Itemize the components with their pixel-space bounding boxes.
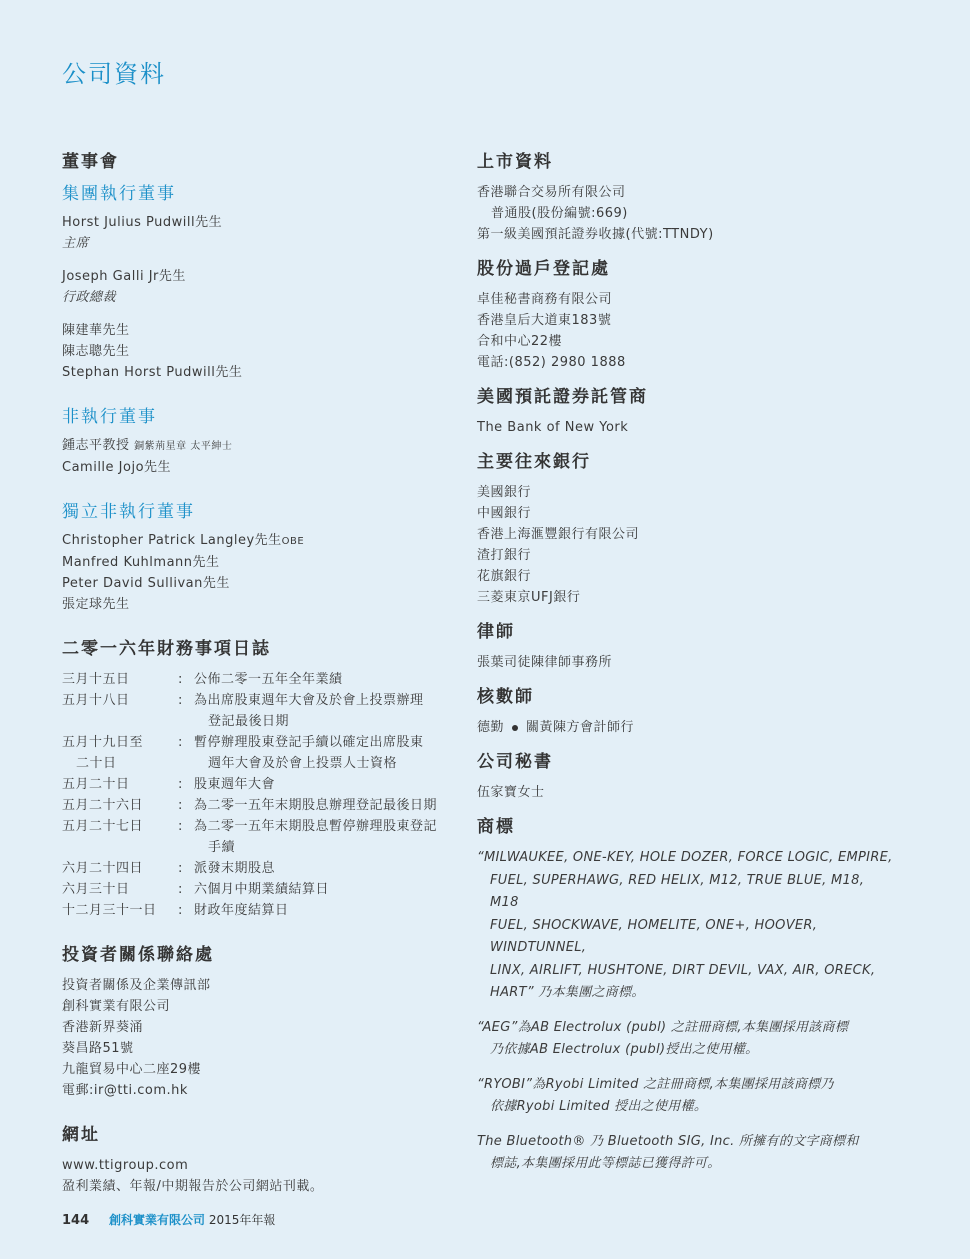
calendar-event: [194, 774, 462, 795]
calendar-event-line: 公佈二零一五年全年業績: [194, 672, 343, 687]
trademark-line: “AEG”為AB Electrolux (publ) 之註冊商標,本集團採用該商標: [477, 1019, 849, 1035]
calendar-event: [194, 858, 462, 879]
director-honours: 銅紫荊星章 太平紳士: [134, 441, 233, 452]
calendar-event: [194, 795, 462, 816]
director-name: Manfred Kuhlmann先生: [62, 555, 220, 570]
indep-directors-heading: 獨立非執行董事: [62, 502, 195, 522]
investor-line: 電郵:ir@tti.com.hk: [62, 1083, 188, 1098]
director-name: Peter David Sullivan先生: [62, 576, 230, 591]
calendar-date-line: 十二月三十一日: [62, 903, 157, 918]
director-title: 主席: [62, 236, 90, 251]
board-heading: 董事會: [62, 152, 119, 172]
investor-line: 葵昌路51號: [62, 1041, 134, 1056]
calendar-list: [62, 669, 462, 921]
calendar-date: [62, 732, 178, 774]
listing-adr: 第一級美國預託證券收據(代號:TTNDY): [477, 227, 714, 242]
investor-heading: 投資者關係聯絡處: [62, 945, 214, 965]
calendar-row: [62, 690, 462, 732]
investor-line: 創科實業有限公司: [62, 999, 171, 1014]
calendar-heading: 二零一六年財務事項日誌: [62, 639, 271, 659]
director-name: 張定球先生: [62, 597, 130, 612]
calendar-colon: :: [178, 882, 183, 897]
trademark-line: The Bluetooth® 乃 Bluetooth SIG, Inc. 所擁有的文字商標和: [477, 1133, 859, 1149]
auditors-name-b: 關黃陳方會計師行: [526, 720, 635, 735]
bank-name: 花旗銀行: [477, 569, 532, 584]
calendar-event-line: 週年大會及於會上投票人士資格: [208, 756, 398, 771]
calendar-colon: :: [178, 861, 183, 876]
website-note: 盈利業績、年報/中期報告於公司網站刊載。: [62, 1179, 324, 1194]
solicitors-heading: 律師: [477, 622, 515, 642]
calendar-date-line: 五月十八日: [62, 693, 130, 708]
banks-heading: 主要往來銀行: [477, 452, 591, 472]
calendar-date-line: 五月二十六日: [62, 798, 144, 813]
investor-line: 九龍貿易中心二座29樓: [62, 1062, 202, 1077]
calendar-date-line: 五月二十七日: [62, 819, 144, 834]
calendar-date: [62, 858, 178, 879]
calendar-row: [62, 732, 462, 774]
trademark-paragraph: [477, 847, 897, 1005]
calendar-date-line: 六月三十日: [62, 882, 130, 897]
calendar-date: [62, 879, 178, 900]
calendar-date: [62, 669, 178, 690]
director-name: Stephan Horst Pudwill先生: [62, 365, 243, 380]
registrar-line: 電話:(852) 2980 1888: [477, 355, 626, 370]
page-number: 144: [62, 1213, 90, 1228]
calendar-date: [62, 816, 178, 858]
trademark-line: 依據Ryobi Limited 授出之使用權。: [490, 1099, 708, 1114]
nonexec-directors-heading: 非執行董事: [62, 407, 157, 427]
calendar-event: [194, 816, 462, 858]
calendar-colon: :: [178, 777, 183, 792]
calendar-row: [62, 816, 462, 858]
director-title: 行政總裁: [62, 290, 117, 305]
calendar-colon: :: [178, 798, 183, 813]
calendar-event: [194, 669, 462, 690]
calendar-date: [62, 774, 178, 795]
bank-name: 中國銀行: [477, 506, 532, 521]
trademark-line: HART” 乃本集團之商標。: [490, 985, 645, 1000]
director-name-text: 鍾志平教授: [62, 438, 130, 453]
trademark-line: LINX, AIRLIFT, HUSHTONE, DIRT DEVIL, VAX, AIR, ORECK,: [490, 962, 876, 978]
calendar-event-line: 六個月中期業績結算日: [194, 882, 330, 897]
trademarks-heading: 商標: [477, 817, 515, 837]
investor-line: 投資者關係及企業傳訊部: [62, 978, 211, 993]
calendar-colon: :: [178, 819, 183, 834]
calendar-row: [62, 879, 462, 900]
depositary-name: The Bank of New York: [477, 420, 629, 435]
bank-name: 三菱東京UFJ銀行: [477, 590, 581, 605]
director-name: [62, 435, 462, 457]
director-name: Joseph Galli Jr先生: [62, 269, 186, 284]
exec-directors-heading: 集團執行董事: [62, 184, 176, 204]
listing-heading: 上市資料: [477, 152, 553, 172]
registrar-line: 合和中心22樓: [477, 334, 563, 349]
calendar-date: [62, 795, 178, 816]
calendar-date-line: 五月十九日至: [62, 735, 144, 750]
trademark-line: FUEL, SUPERHAWG, RED HELIX, M12, TRUE BLUE, M18, M18: [490, 872, 865, 910]
solicitors-name: 張葉司徒陳律師事務所: [477, 655, 613, 670]
calendar-row: [62, 900, 462, 921]
trademark-paragraph: [477, 1074, 897, 1119]
website-url[interactable]: www.ttigroup.com: [62, 1158, 189, 1173]
calendar-event-line: 派發末期股息: [194, 861, 276, 876]
trademark-line: FUEL, SHOCKWAVE, HOMELITE, ONE+, HOOVER, WINDTUNNEL,: [490, 917, 818, 955]
trademark-paragraph: [477, 1131, 897, 1176]
website-heading: 網址: [62, 1125, 100, 1145]
calendar-date-line: 六月二十四日: [62, 861, 144, 876]
bank-name: 渣打銀行: [477, 548, 532, 563]
calendar-date-line: 二十日: [76, 756, 117, 771]
calendar-event-line: 財政年度結算日: [194, 903, 289, 918]
calendar-date: [62, 900, 178, 921]
director-name: [62, 530, 462, 552]
trademark-line: “MILWAUKEE, ONE-KEY, HOLE DOZER, FORCE LOGIC, EMPIRE,: [477, 850, 893, 865]
calendar-date-line: 三月十五日: [62, 672, 130, 687]
calendar-event: [194, 900, 462, 921]
bank-name: 香港上海滙豐銀行有限公司: [477, 527, 640, 542]
trademark-paragraph: [477, 1017, 897, 1062]
calendar-date-line: 五月二十日: [62, 777, 130, 792]
trademark-line: 標誌,本集團採用此等標誌已獲得許可。: [490, 1156, 721, 1171]
page-title: 公司資料: [62, 60, 166, 88]
auditors-heading: 核數師: [477, 687, 534, 707]
calendar-colon: :: [178, 672, 183, 687]
calendar-event: [194, 690, 462, 732]
left-column: [62, 150, 462, 1197]
investor-line: 香港新界葵涌: [62, 1020, 144, 1035]
footer-company: 創科實業有限公司: [108, 1213, 205, 1227]
listing-stock-code: 普通股(股份編號:669): [491, 206, 628, 221]
footer-report: 2015年年報: [208, 1213, 276, 1227]
director-name: Horst Julius Pudwill先生: [62, 215, 223, 230]
registrar-line: 香港皇后大道東183號: [477, 313, 612, 328]
calendar-event-line: 為出席股東週年大會及於會上投票辦理: [194, 693, 424, 708]
trademark-line: “RYOBI”為Ryobi Limited 之註冊商標,本集團採用該商標乃: [477, 1076, 834, 1092]
calendar-event-line: 為二零一五年末期股息暫停辦理股東登記: [194, 819, 438, 834]
right-column: [477, 150, 897, 1176]
calendar-event: [194, 732, 462, 774]
auditors-name: [477, 717, 897, 738]
registrar-line: 卓佳秘書商務有限公司: [477, 292, 613, 307]
director-honours: OBE: [281, 536, 305, 547]
calendar-row: [62, 858, 462, 879]
secretary-name: 伍家寶女士: [477, 785, 545, 800]
bank-name: 美國銀行: [477, 485, 532, 500]
calendar-event-line: 手續: [208, 840, 236, 855]
secretary-heading: 公司秘書: [477, 752, 553, 772]
calendar-date: [62, 690, 178, 732]
calendar-event-line: 暫停辦理股東登記手續以確定出席股東: [194, 735, 424, 750]
registrar-heading: 股份過戶登記處: [477, 259, 610, 279]
director-name: 陳志聰先生: [62, 344, 130, 359]
depositary-heading: 美國預託證券託管商: [477, 387, 648, 407]
calendar-row: [62, 795, 462, 816]
auditors-name-a: 德勤: [477, 720, 505, 735]
trademark-line: 乃依據AB Electrolux (publ)授出之使用權。: [490, 1042, 759, 1057]
investor-contact: [62, 975, 462, 1101]
calendar-event-line: 為二零一五年末期股息辦理登記最後日期: [194, 798, 438, 813]
calendar-colon: :: [178, 735, 183, 750]
calendar-colon: :: [178, 693, 183, 708]
bullet-icon: [512, 725, 518, 731]
calendar-event-line: 股東週年大會: [194, 777, 276, 792]
calendar-event: [194, 879, 462, 900]
page-footer: [62, 1211, 275, 1228]
calendar-event-line: 登記最後日期: [208, 714, 290, 729]
calendar-colon: :: [178, 903, 183, 918]
director-name-text: Christopher Patrick Langley先生: [62, 533, 282, 548]
calendar-row: [62, 774, 462, 795]
listing-exchange: 香港聯合交易所有限公司: [477, 185, 626, 200]
director-name: Camille Jojo先生: [62, 460, 172, 475]
director-name: 陳建華先生: [62, 323, 130, 338]
calendar-row: [62, 669, 462, 690]
